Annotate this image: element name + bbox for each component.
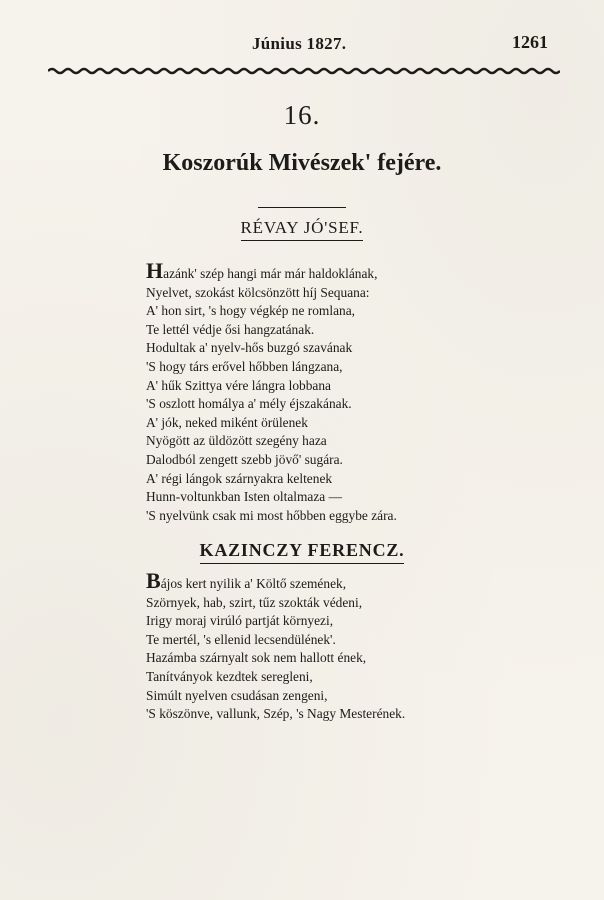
author-heading (0, 540, 604, 564)
poem-number: 16. (283, 100, 321, 130)
poem-title: Koszorúk Mivészek' fejére. (162, 150, 442, 176)
poem-line: 'S oszlott homálya a' mély éjszakának. (146, 396, 352, 412)
author-name: KAZINCZY FERENCZ. (200, 540, 405, 564)
poem-line: Dalodból zengett szebb jövő' sugára. (146, 451, 343, 467)
poem-line: 'S köszönve, vallunk, Szép, 's Nagy Mesterének. (146, 706, 406, 722)
poem-line (146, 258, 397, 284)
page-header (0, 30, 604, 54)
author-heading (0, 218, 604, 241)
author-name: RÉVAY JÓ'SEF. (241, 218, 364, 241)
poem-line: A' hon sirt, 's hogy végkép ne romlana, (146, 303, 355, 319)
running-head: Június 1827. (252, 34, 347, 53)
poem-line: Irigy moraj virúló partját környezi, (146, 613, 334, 629)
poem-line: Tanítványok kezdtek seregleni, (146, 668, 313, 684)
poem-line-text: azánk' szép hangi már már haldoklának, (163, 266, 378, 281)
drop-cap: B (146, 568, 161, 593)
ornamental-rule (48, 66, 560, 76)
poem-line: Nyelvet, szokást kölcsönzött híj Sequana: (146, 284, 370, 300)
poem-line: Nyögött az üldözött szegény haza (146, 433, 327, 449)
poem-line: Hazámba szárnyalt sok nem hallott ének, (146, 650, 367, 666)
poem-line: 'S nyelvünk csak mi most hőbben eggybe zára. (146, 507, 397, 523)
sonnet-revay (146, 258, 397, 525)
poem-line-text: ájos kert nyilik a' Költő szemének, (160, 576, 347, 591)
poem-line: Te mertél, 's ellenid lecsendülének'. (146, 631, 336, 647)
poem-line: Simúlt nyelven csudásan zengeni, (146, 687, 328, 703)
drop-cap: H (146, 258, 164, 283)
poem-line: Hodultak a' nyelv-hős buzgó szavának (146, 340, 353, 356)
poem-line: A' régi lángok szárnyakra keltenek (146, 470, 333, 486)
poem-line (146, 568, 405, 594)
poem-line: 'S hogy társ erővel hőbben lángzana, (146, 358, 343, 374)
poem-line: Szörnyek, hab, szirt, tűz szokták védeni, (146, 594, 363, 610)
poem-line: Hunn-voltunkban Isten oltalmaza — (146, 489, 342, 505)
poem-line: A' jók, neked miként örülenek (146, 414, 308, 430)
author-rule (258, 207, 346, 208)
poem-line: A' hűk Szittya vére lángra lobbana (146, 377, 331, 393)
poem-kazinczy (146, 568, 406, 724)
page-number: 1261 (512, 32, 548, 52)
poem-line: Te lettél védje ősi hangzatának. (146, 321, 315, 337)
